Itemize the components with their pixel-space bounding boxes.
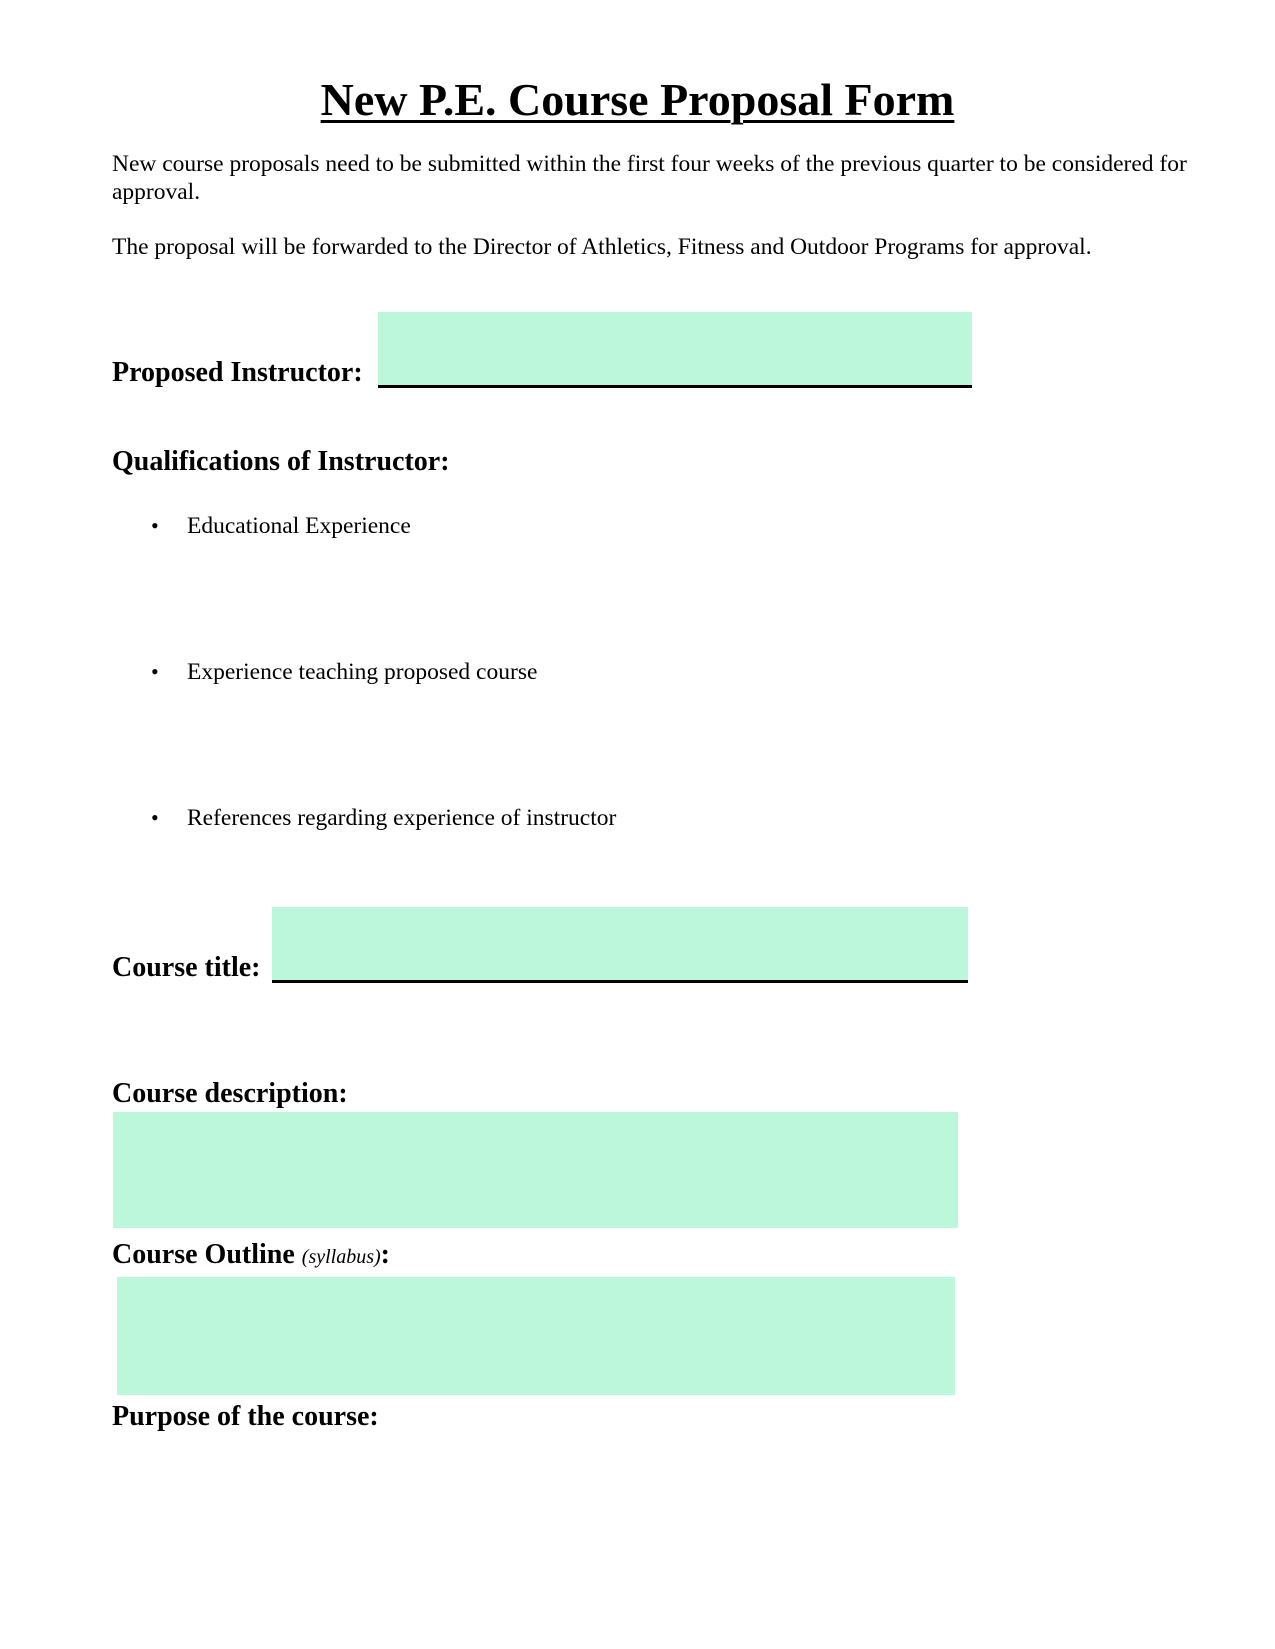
proposed-instructor-label: Proposed Instructor: [112, 357, 363, 388]
intro-paragraph-deadline: New course proposals need to be submitted within the first four weeks of the previous quarter to be considered for approval. [112, 151, 1187, 205]
course-description-field[interactable] [113, 1112, 958, 1228]
bullet-icon: • [151, 513, 159, 538]
course-description-label: Course description: [112, 1078, 348, 1109]
course-outline-label [112, 1239, 390, 1273]
qualification-references: References regarding experience of instructor [187, 805, 617, 831]
page-title: New P.E. Course Proposal Form [320, 74, 955, 125]
qualification-teaching-experience: Experience teaching proposed course [187, 659, 538, 685]
course-outline-hint: (syllabus) [301, 1246, 381, 1268]
purpose-label: Purpose of the course: [112, 1401, 379, 1432]
qualification-educational-experience: Educational Experience [187, 513, 411, 539]
course-title-label: Course title: [112, 952, 261, 983]
qualifications-list [112, 512, 1012, 950]
bullet-icon: • [151, 805, 159, 830]
qualifications-label: Qualifications of Instructor: [112, 446, 450, 477]
course-outline-colon: : [380, 1239, 390, 1270]
course-outline-field[interactable] [117, 1277, 955, 1395]
list-item [112, 658, 1012, 804]
proposed-instructor-field[interactable] [378, 312, 972, 388]
bullet-icon: • [151, 659, 159, 684]
intro-paragraph-approval: The proposal will be forwarded to the Director of Athletics, Fitness and Outdoor Programs for approval. [112, 234, 1092, 260]
course-title-field[interactable] [272, 907, 968, 983]
course-outline-label-text: Course Outline [112, 1239, 295, 1270]
list-item [112, 512, 1012, 658]
